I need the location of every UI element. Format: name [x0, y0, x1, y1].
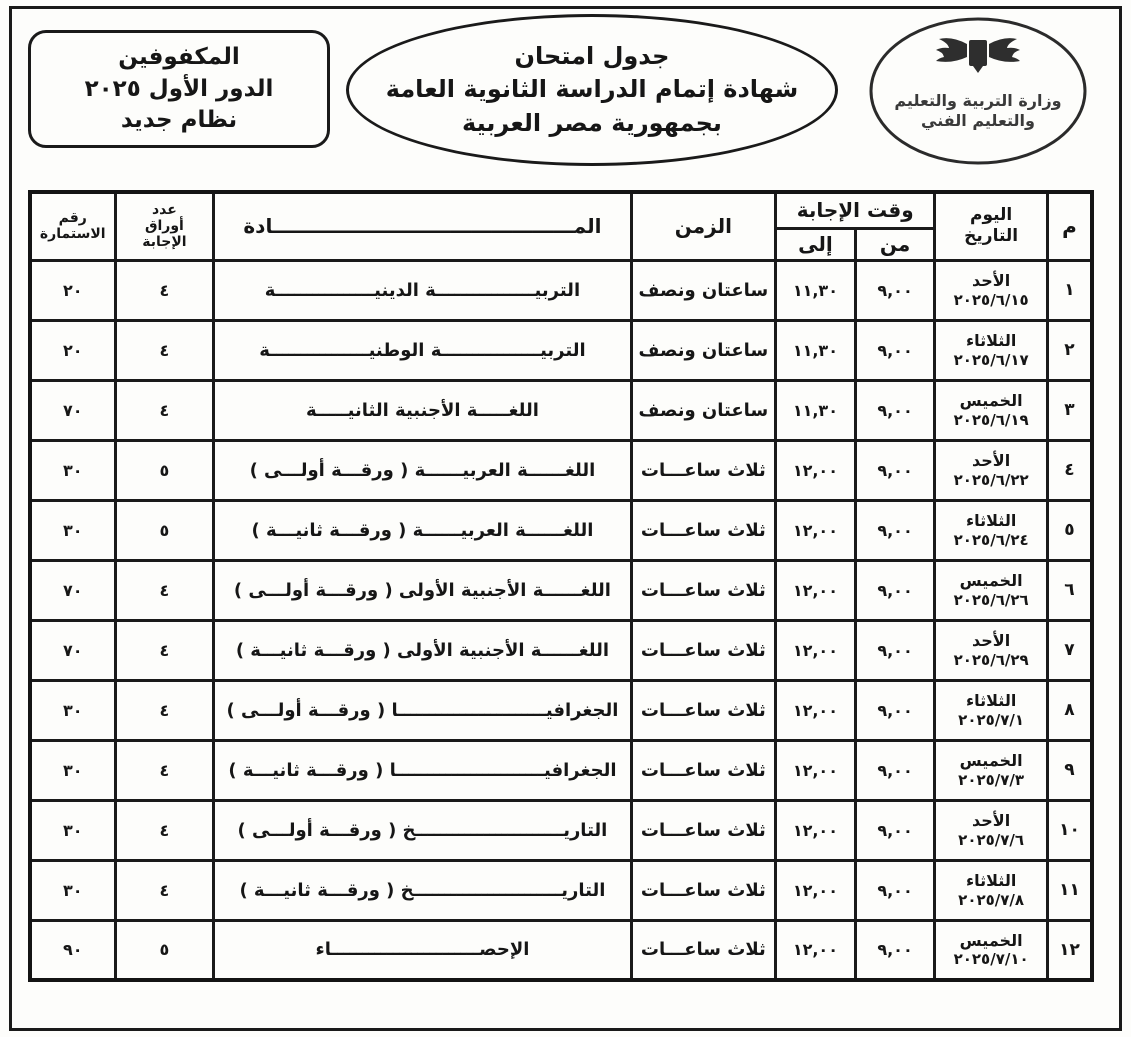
- date-value: ٢٠٢٥/٦/٢٢: [953, 470, 1029, 489]
- to-time-cell: ١٢,٠٠: [776, 800, 856, 860]
- document-title-oval: [346, 14, 838, 166]
- col-header-form-number: رقم الاستمارة: [30, 192, 115, 260]
- date-value: ٢٠٢٥/٦/١٩: [953, 410, 1029, 429]
- seal-arabic-line-1: وزارة التربية والتعليم: [894, 91, 1062, 110]
- row-number-cell: ٤: [1047, 440, 1092, 500]
- row-number-cell: ٩: [1047, 740, 1092, 800]
- title-line-1: جدول امتحان: [514, 41, 670, 70]
- from-time-cell: ٩,٠٠: [855, 680, 935, 740]
- from-time-cell: ٩,٠٠: [855, 920, 935, 980]
- from-time-cell: ٩,٠٠: [855, 800, 935, 860]
- to-time-cell: ١٢,٠٠: [776, 860, 856, 920]
- day-date-cell: [935, 380, 1048, 440]
- ministry-seal-logo: [866, 14, 1090, 168]
- date-value: ٢٠٢٥/٦/٢٤: [953, 530, 1029, 549]
- from-time-cell: ٩,٠٠: [855, 260, 935, 320]
- papers-count-cell: ٤: [115, 560, 214, 620]
- day-name: الأحد: [972, 271, 1011, 291]
- duration-cell: ثلاث ساعـــات: [631, 440, 775, 500]
- subject-cell: اللغــــــة العربيــــــة ( ورقـــة أولـــى ): [214, 440, 631, 500]
- title-line-2: شهادة إتمام الدراسة الثانوية العامة: [385, 75, 799, 104]
- to-time-cell: ١٢,٠٠: [776, 620, 856, 680]
- session-label: الدور الأول ٢٠٢٥: [84, 75, 274, 102]
- col-header-papers: عدد أوراق الإجابة: [115, 192, 214, 260]
- day-name: الثلاثاء: [965, 511, 1017, 531]
- table-row: [30, 680, 1092, 740]
- table-row: [30, 800, 1092, 860]
- duration-cell: ساعتان ونصف: [631, 320, 775, 380]
- table-row: [30, 740, 1092, 800]
- form-number-cell: ٣٠: [30, 500, 115, 560]
- col-header-from: من: [855, 228, 935, 260]
- subject-cell: الإحصــــــــــــــــــــــــاء: [214, 920, 631, 980]
- to-time-cell: ١٢,٠٠: [776, 680, 856, 740]
- date-value: ٢٠٢٥/٦/١٥: [953, 290, 1029, 309]
- row-number-cell: ٧: [1047, 620, 1092, 680]
- table-row: [30, 560, 1092, 620]
- date-value: ٢٠٢٥/٧/٦: [958, 830, 1025, 849]
- date-value: ٢٠٢٥/٦/٢٦: [953, 590, 1029, 609]
- col-header-answer-time: وقت الإجابة: [776, 192, 935, 228]
- subject-cell: اللغـــــة الأجنبية الثانيـــــة: [214, 380, 631, 440]
- date-value: ٢٠٢٥/٦/١٧: [953, 350, 1029, 369]
- day-name: الأحد: [972, 631, 1011, 651]
- day-date-cell: [935, 680, 1048, 740]
- audience-label: المكفوفين: [118, 44, 240, 71]
- subject-cell: الجغرافيــــــــــــــــــــــــا ( ورقـــة ثانيـــة ): [214, 740, 631, 800]
- day-name: الأحد: [972, 451, 1011, 471]
- system-label: نظام جديد: [120, 107, 238, 134]
- day-date-cell: [935, 560, 1048, 620]
- duration-cell: ثلاث ساعـــات: [631, 680, 775, 740]
- subject-cell: التاريــــــــــــــــــــــــخ ( ورقـــة ثانيـــة ): [214, 860, 631, 920]
- col-header-to: إلى: [776, 228, 856, 260]
- duration-cell: ثلاث ساعـــات: [631, 860, 775, 920]
- date-value: ٢٠٢٥/٧/١٠: [953, 950, 1029, 969]
- table-row: [30, 920, 1092, 980]
- from-time-cell: ٩,٠٠: [855, 380, 935, 440]
- duration-cell: ثلاث ساعـــات: [631, 620, 775, 680]
- svg-text:MINISTRY OF EDUCATION AND TECH: [866, 14, 873, 17]
- day-name: الثلاثاء: [965, 871, 1017, 891]
- day-name: الخميس: [959, 571, 1023, 591]
- subject-cell: التربيــــــــــــــــة الوطنيــــــــــــــــة: [214, 320, 631, 380]
- form-number-cell: ٢٠: [30, 320, 115, 380]
- exam-schedule-table-wrap: [28, 190, 1094, 982]
- duration-cell: ثلاث ساعـــات: [631, 800, 775, 860]
- seal-arabic-line-2: والتعليم الفني: [921, 111, 1035, 130]
- form-number-cell: ٣٠: [30, 860, 115, 920]
- col-header-day-date: [935, 192, 1048, 260]
- row-number-cell: ٣: [1047, 380, 1092, 440]
- row-number-cell: ١١: [1047, 860, 1092, 920]
- date-value: ٢٠٢٥/٧/١: [958, 710, 1025, 729]
- col-header-duration: الزمن: [631, 192, 775, 260]
- papers-count-cell: ٤: [115, 380, 214, 440]
- table-row: [30, 380, 1092, 440]
- from-time-cell: ٩,٠٠: [855, 500, 935, 560]
- form-number-cell: ٣٠: [30, 680, 115, 740]
- duration-cell: ثلاث ساعـــات: [631, 920, 775, 980]
- form-number-cell: ٣٠: [30, 800, 115, 860]
- day-date-cell: [935, 260, 1048, 320]
- to-time-cell: ١٢,٠٠: [776, 740, 856, 800]
- day-name: الثلاثاء: [965, 691, 1017, 711]
- duration-cell: ساعتان ونصف: [631, 380, 775, 440]
- date-value: ٢٠٢٥/٧/٣: [958, 770, 1025, 789]
- subject-cell: اللغــــــة الأجنبية الأولى ( ورقـــة أولـــى ): [214, 560, 631, 620]
- from-time-cell: ٩,٠٠: [855, 440, 935, 500]
- row-number-cell: ٨: [1047, 680, 1092, 740]
- papers-count-cell: ٤: [115, 320, 214, 380]
- to-time-cell: ١٢,٠٠: [776, 920, 856, 980]
- table-row: [30, 620, 1092, 680]
- col-header-date: التاريخ: [964, 226, 1019, 247]
- to-time-cell: ١١,٣٠: [776, 380, 856, 440]
- exam-session-info-box: [28, 30, 330, 148]
- papers-count-cell: ٤: [115, 680, 214, 740]
- table-row: [30, 500, 1092, 560]
- to-time-cell: ١١,٣٠: [776, 260, 856, 320]
- title-line-3: بجمهورية مصر العربية: [462, 108, 722, 137]
- day-date-cell: [935, 500, 1048, 560]
- to-time-cell: ١٢,٠٠: [776, 560, 856, 620]
- day-date-cell: [935, 860, 1048, 920]
- date-value: ٢٠٢٥/٦/٢٩: [953, 650, 1029, 669]
- form-number-cell: ٧٠: [30, 380, 115, 440]
- exam-schedule-table: [28, 190, 1094, 982]
- table-row: [30, 260, 1092, 320]
- from-time-cell: ٩,٠٠: [855, 560, 935, 620]
- duration-cell: ثلاث ساعـــات: [631, 740, 775, 800]
- row-number-cell: ٦: [1047, 560, 1092, 620]
- eagle-icon: [936, 38, 1020, 73]
- row-number-cell: ٥: [1047, 500, 1092, 560]
- form-number-cell: ٧٠: [30, 560, 115, 620]
- to-time-cell: ١١,٣٠: [776, 320, 856, 380]
- day-name: الخميس: [959, 751, 1023, 771]
- papers-count-cell: ٥: [115, 920, 214, 980]
- day-date-cell: [935, 440, 1048, 500]
- form-number-cell: ٣٠: [30, 740, 115, 800]
- from-time-cell: ٩,٠٠: [855, 320, 935, 380]
- form-number-cell: ٩٠: [30, 920, 115, 980]
- subject-cell: التاريــــــــــــــــــــــــخ ( ورقـــة أولـــى ): [214, 800, 631, 860]
- subject-cell: التربيــــــــــــــــة الدينيــــــــــــــــة: [214, 260, 631, 320]
- day-name: الخميس: [959, 931, 1023, 951]
- papers-count-cell: ٤: [115, 740, 214, 800]
- subject-cell: الجغرافيــــــــــــــــــــــــا ( ورقـــة أولـــى ): [214, 680, 631, 740]
- col-header-subject: المــــــــــــــــــــــــــــــــــــــــــــادة: [214, 192, 631, 260]
- from-time-cell: ٩,٠٠: [855, 860, 935, 920]
- col-header-day: اليوم: [969, 205, 1013, 225]
- day-date-cell: [935, 920, 1048, 980]
- from-time-cell: ٩,٠٠: [855, 620, 935, 680]
- to-time-cell: ١٢,٠٠: [776, 500, 856, 560]
- row-number-cell: ١: [1047, 260, 1092, 320]
- papers-count-cell: ٥: [115, 500, 214, 560]
- to-time-cell: ١٢,٠٠: [776, 440, 856, 500]
- table-row: [30, 440, 1092, 500]
- day-name: الثلاثاء: [965, 331, 1017, 351]
- day-date-cell: [935, 740, 1048, 800]
- col-header-serial: م: [1047, 192, 1092, 260]
- form-number-cell: ٧٠: [30, 620, 115, 680]
- row-number-cell: ١٢: [1047, 920, 1092, 980]
- papers-count-cell: ٤: [115, 800, 214, 860]
- from-time-cell: ٩,٠٠: [855, 740, 935, 800]
- row-number-cell: ١٠: [1047, 800, 1092, 860]
- duration-cell: ثلاث ساعـــات: [631, 500, 775, 560]
- date-value: ٢٠٢٥/٧/٨: [958, 890, 1025, 909]
- day-date-cell: [935, 800, 1048, 860]
- day-date-cell: [935, 320, 1048, 380]
- form-number-cell: ٣٠: [30, 440, 115, 500]
- subject-cell: اللغــــــة الأجنبية الأولى ( ورقـــة ثانيـــة ): [214, 620, 631, 680]
- papers-count-cell: ٥: [115, 440, 214, 500]
- papers-count-cell: ٤: [115, 260, 214, 320]
- table-row: [30, 320, 1092, 380]
- day-name: الخميس: [959, 391, 1023, 411]
- row-number-cell: ٢: [1047, 320, 1092, 380]
- day-date-cell: [935, 620, 1048, 680]
- duration-cell: ساعتان ونصف: [631, 260, 775, 320]
- papers-count-cell: ٤: [115, 620, 214, 680]
- form-number-cell: ٢٠: [30, 260, 115, 320]
- duration-cell: ثلاث ساعـــات: [631, 560, 775, 620]
- day-name: الأحد: [972, 811, 1011, 831]
- subject-cell: اللغــــــة العربيــــــة ( ورقـــة ثانيـــة ): [214, 500, 631, 560]
- papers-count-cell: ٤: [115, 860, 214, 920]
- table-row: [30, 860, 1092, 920]
- seal-ring-text: [866, 14, 873, 17]
